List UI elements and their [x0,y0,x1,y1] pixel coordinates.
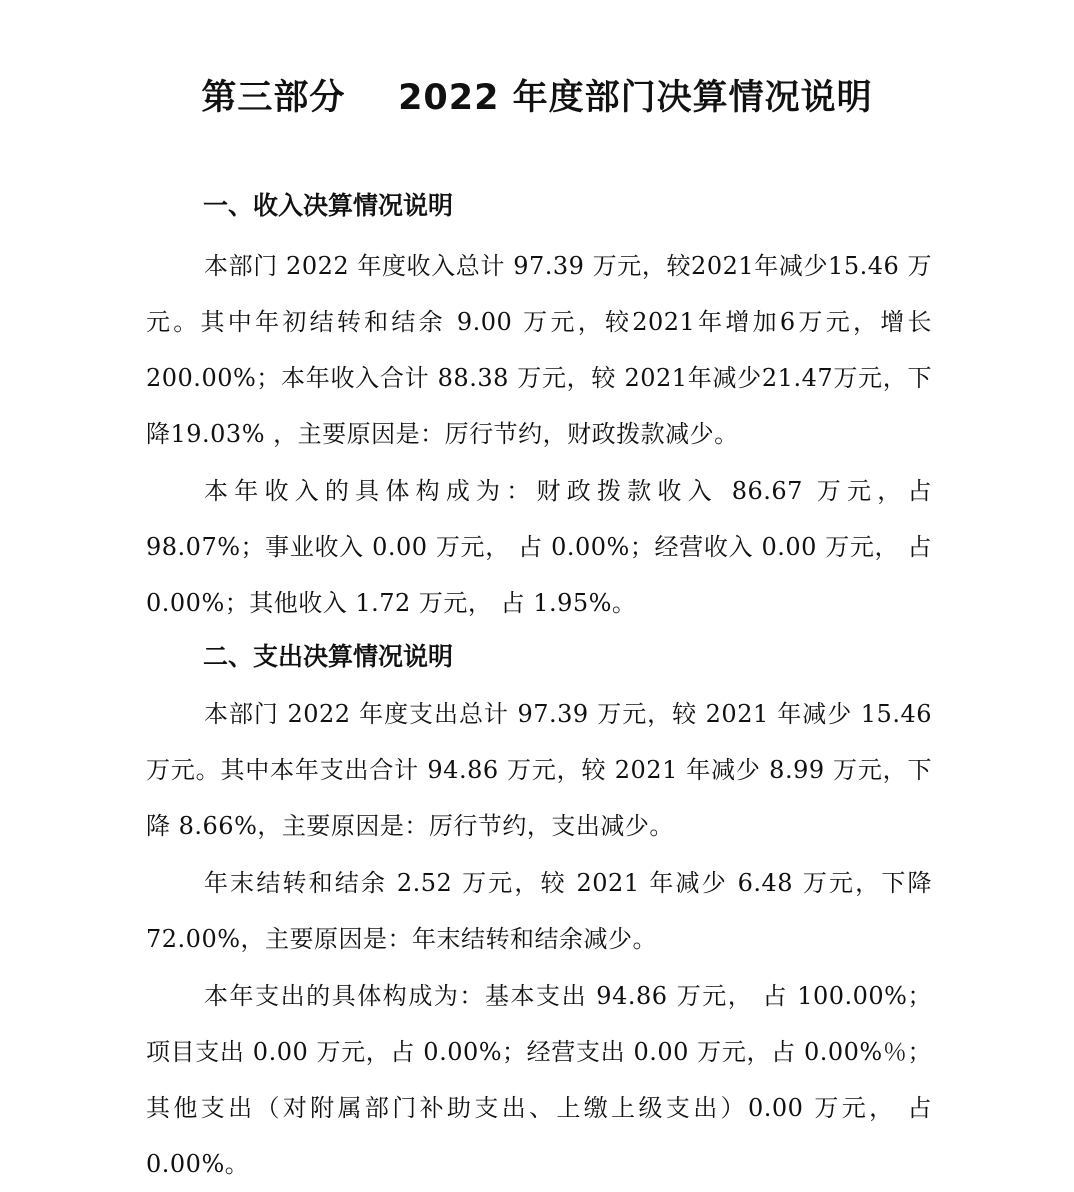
section-heading-income: 一、收入决算情况说明 [203,191,454,220]
section-heading-expenditure: 二、支出决算情况说明 [203,642,454,671]
expenditure-composition-paragraph: 本年支出的具体构成为：基本支出 94.86 万元， 占 100.00%；项目支出 0.00 万元，占 0.00%；经营支出 0.00 万元，占 0.00%％；其他支出（对附属部门补助支出、上缴上级支出）0.00 万元， 占0.00%。 [146,982,932,1178]
page-title: 第三部分 2022 年度部门决算情况说明 [201,78,873,118]
expenditure-summary-paragraph: 本部门 2022 年度支出总计 97.39 万元，较 2021 年减少 15.46 万元。其中本年支出合计 94.86 万元，较 2021 年减少 8.99 万元，下降 8.66%，主要原因是：厉行节约，支出减少。 [146,700,932,840]
carryover-paragraph: 年末结转和结余 2.52 万元，较 2021 年减少 6.48 万元，下降 72.00%，主要原因是：年末结转和结余减少。 [146,869,932,953]
income-composition-paragraph: 本年收入的具体构成为：财政拨款收入 86.67 万元，占 98.07%；事业收入 0.00 万元， 占 0.00%；经营收入 0.00 万元， 占 0.00%；其他收入 1.72 万元， 占 1.95%。 [146,477,932,617]
income-summary-paragraph: 本部门 2022 年度收入总计 97.39 万元，较2021年减少15.46 万元。其中年初结转和结余 9.00 万元，较2021年增加6万元，增长200.00%；本年收入合计 88.38 万元，较 2021年减少21.47万元，下降19.03% ，主要原因是：厉行节约，财政拨款减少。 [146,252,932,448]
